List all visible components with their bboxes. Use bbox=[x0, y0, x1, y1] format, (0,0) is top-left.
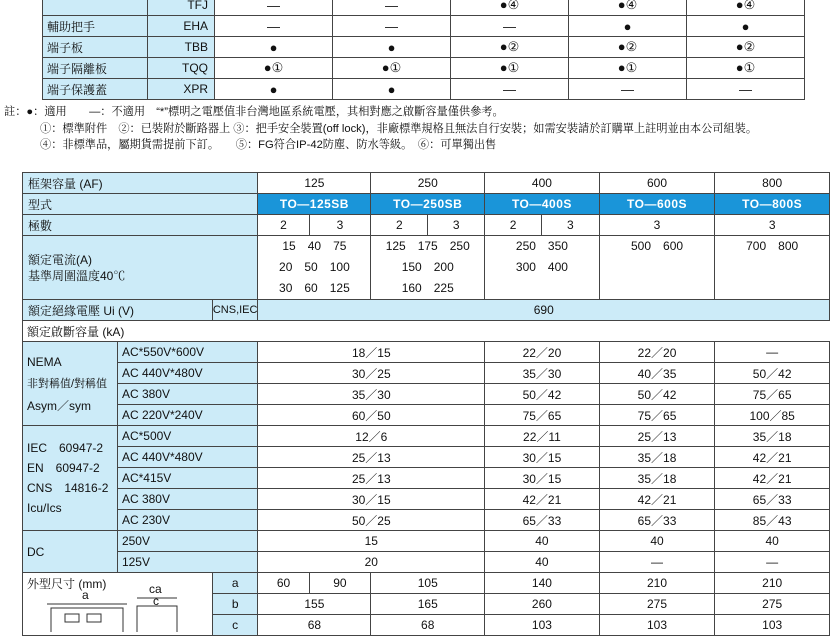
iec-value-800: 42／21 bbox=[715, 468, 830, 489]
accessory-value: — bbox=[333, 0, 451, 16]
nema-value-125-250: 35／30 bbox=[258, 384, 485, 405]
nema-value-800: 100／85 bbox=[715, 405, 830, 426]
dc-value-800: 40 bbox=[715, 531, 830, 552]
iec-value-600: 35／18 bbox=[599, 447, 715, 468]
current-line: 20 50 100 bbox=[279, 260, 350, 274]
nema-row bbox=[23, 363, 830, 384]
accessory-value: ●① bbox=[333, 58, 451, 79]
iec-row bbox=[23, 447, 830, 468]
iec-standard-label: Icu/Ics bbox=[27, 501, 62, 515]
accessory-code: XPR bbox=[148, 79, 215, 100]
accessory-name: 輔助把手 bbox=[43, 16, 148, 37]
dimension-value: 103 bbox=[485, 615, 600, 636]
accessory-value: — bbox=[215, 16, 333, 37]
insulation-std: CNS,IEC bbox=[212, 300, 258, 321]
dc-value-600: — bbox=[599, 552, 715, 573]
sketch-label-ca: ca bbox=[149, 582, 162, 596]
nema-value-125-250: 30／25 bbox=[258, 363, 485, 384]
current-line: 125 175 250 bbox=[385, 239, 470, 253]
dc-value-800: — bbox=[715, 552, 830, 573]
dimension-value: 275 bbox=[599, 594, 715, 615]
nema-row bbox=[23, 405, 830, 426]
accessory-value: ● bbox=[215, 37, 333, 58]
voltage-label: AC 440V*480V bbox=[117, 363, 258, 384]
iec-value-600: 42／21 bbox=[599, 489, 715, 510]
dimension-key: b bbox=[212, 594, 258, 615]
accessory-table bbox=[22, 0, 805, 100]
nema-value-600: 40／35 bbox=[599, 363, 715, 384]
model-label: 型式 bbox=[23, 194, 258, 215]
iec-value-400: 22／11 bbox=[485, 426, 600, 447]
iec-standard-label: CNS 14816-2 bbox=[27, 481, 109, 495]
frame-800: 800 bbox=[715, 173, 830, 194]
current-line: 150 200 bbox=[401, 260, 454, 274]
accessory-value: ●① bbox=[215, 58, 333, 79]
accessory-side-cell bbox=[22, 16, 43, 37]
poles-cell: 2 bbox=[485, 215, 542, 236]
nema-value-400: 75／65 bbox=[485, 405, 600, 426]
dimension-label-cell bbox=[23, 573, 213, 636]
dc-row bbox=[23, 531, 830, 552]
accessory-row bbox=[22, 16, 805, 37]
current-800: 700 800 bbox=[715, 236, 830, 300]
model-400s: TO—400S bbox=[485, 194, 600, 215]
frame-label: 框架容量 (AF) bbox=[23, 173, 258, 194]
accessory-value: ●① bbox=[687, 58, 805, 79]
iec-label-cell bbox=[23, 426, 118, 531]
voltage-label: 250V bbox=[117, 531, 258, 552]
accessory-side-cell bbox=[22, 37, 43, 58]
iec-value-400: 65／33 bbox=[485, 510, 600, 531]
dimension-key: c bbox=[212, 615, 258, 636]
frame-400: 400 bbox=[485, 173, 600, 194]
accessory-value: ● bbox=[333, 37, 451, 58]
breaker-outline-icon bbox=[27, 592, 207, 632]
accessory-value: ●② bbox=[569, 37, 687, 58]
iec-row bbox=[23, 468, 830, 489]
voltage-label: AC 230V bbox=[117, 510, 258, 531]
accessory-value: — bbox=[215, 0, 333, 16]
nema-value-400: 22／20 bbox=[485, 342, 600, 363]
iec-value-400: 30／15 bbox=[485, 447, 600, 468]
poles-cell: 2 bbox=[258, 215, 309, 236]
accessory-value: ● bbox=[687, 16, 805, 37]
dimension-value: 210 bbox=[715, 573, 830, 594]
breaking-header-row bbox=[23, 321, 830, 342]
dimension-key: a bbox=[212, 573, 258, 594]
accessory-value: ●④ bbox=[687, 0, 805, 16]
voltage-label: 125V bbox=[117, 552, 258, 573]
iec-value-800: 35／18 bbox=[715, 426, 830, 447]
accessory-name: 端子板 bbox=[43, 37, 148, 58]
accessory-value: — bbox=[451, 79, 569, 100]
dc-value-400: 40 bbox=[485, 531, 600, 552]
note-line-3: ④：非標準品，屬期貨需提前下訂。 ⑤：FG符合IP-42防塵、防水等級。 ⑥：可單獨出售 bbox=[40, 139, 497, 151]
accessory-value: — bbox=[333, 16, 451, 37]
accessory-value: ●② bbox=[451, 37, 569, 58]
poles-row bbox=[23, 215, 830, 236]
accessory-side-cell bbox=[22, 79, 43, 100]
iec-value-600: 65／33 bbox=[599, 510, 715, 531]
iec-value-125-250: 30／15 bbox=[258, 489, 485, 510]
accessory-code: EHA bbox=[148, 16, 215, 37]
dimension-value: 275 bbox=[715, 594, 830, 615]
accessory-code: TFJ bbox=[148, 0, 215, 16]
accessory-side-cell bbox=[22, 58, 43, 79]
poles-cell: 2 bbox=[371, 215, 428, 236]
voltage-label: AC*500V bbox=[117, 426, 258, 447]
dimension-value: 90 bbox=[309, 573, 371, 594]
frame-600: 600 bbox=[599, 173, 715, 194]
dc-value-125-250: 20 bbox=[258, 552, 485, 573]
dimension-value: 155 bbox=[258, 594, 371, 615]
nema-value-800: 75／65 bbox=[715, 384, 830, 405]
poles-cell: 3 bbox=[599, 215, 715, 236]
frame-row bbox=[23, 173, 830, 194]
current-label bbox=[23, 236, 258, 300]
accessory-row bbox=[22, 79, 805, 100]
dimension-value: 68 bbox=[258, 615, 371, 636]
dimension-value: 140 bbox=[485, 573, 600, 594]
current-row bbox=[23, 236, 830, 300]
nema-value-125-250: 60／50 bbox=[258, 405, 485, 426]
accessory-value: ● bbox=[333, 79, 451, 100]
voltage-label: AC 380V bbox=[117, 489, 258, 510]
iec-row bbox=[23, 426, 830, 447]
dc-value-600: 40 bbox=[599, 531, 715, 552]
current-line: 15 40 75 bbox=[282, 239, 347, 253]
nema-row bbox=[23, 342, 830, 363]
accessory-value: ● bbox=[569, 16, 687, 37]
iec-value-125-250: 25／13 bbox=[258, 468, 485, 489]
current-250 bbox=[371, 236, 485, 300]
dimension-value: 165 bbox=[371, 594, 485, 615]
accessory-value: — bbox=[687, 79, 805, 100]
poles-cell: 3 bbox=[715, 215, 830, 236]
dimension-value: 210 bbox=[599, 573, 715, 594]
poles-label: 極數 bbox=[23, 215, 258, 236]
nema-value-400: 50／42 bbox=[485, 384, 600, 405]
nema-value-600: 50／42 bbox=[599, 384, 715, 405]
dimension-value: 103 bbox=[715, 615, 830, 636]
dimension-value: 103 bbox=[599, 615, 715, 636]
accessory-value: ●① bbox=[451, 58, 569, 79]
iec-value-125-250: 50／25 bbox=[258, 510, 485, 531]
model-600s: TO—600S bbox=[599, 194, 715, 215]
accessory-code: TQQ bbox=[148, 58, 215, 79]
spec-table bbox=[22, 172, 830, 636]
current-400 bbox=[485, 236, 600, 300]
note-line-1: 註：●：適用 —：不適用 “*”標明之電壓值非台灣地區系統電壓，其相對應之啟斷容量僅供參考。 bbox=[4, 106, 504, 118]
sketch-label-a: a bbox=[82, 588, 89, 602]
model-row bbox=[23, 194, 830, 215]
nema-row bbox=[23, 384, 830, 405]
current-label-2: 基準周圍溫度40℃ bbox=[28, 268, 126, 283]
dc-value-400: 40 bbox=[485, 552, 600, 573]
accessory-name: 端子隔離板 bbox=[43, 58, 148, 79]
accessory-row bbox=[22, 0, 805, 16]
poles-cell: 3 bbox=[541, 215, 599, 236]
accessory-value: — bbox=[569, 79, 687, 100]
accessory-name bbox=[43, 0, 148, 16]
accessory-value: — bbox=[451, 16, 569, 37]
iec-value-400: 42／21 bbox=[485, 489, 600, 510]
breaking-label: 額定啟斷容量 (kA) bbox=[23, 321, 830, 342]
accessory-value: ●① bbox=[569, 58, 687, 79]
current-line: 160 225 bbox=[401, 281, 454, 295]
accessory-value: ● bbox=[215, 79, 333, 100]
iec-value-400: 30／15 bbox=[485, 468, 600, 489]
iec-value-125-250: 25／13 bbox=[258, 447, 485, 468]
iec-standard-label: IEC 60947-2 bbox=[27, 441, 104, 455]
dimension-value: 68 bbox=[371, 615, 485, 636]
accessory-row bbox=[22, 37, 805, 58]
iec-value-600: 25／13 bbox=[599, 426, 715, 447]
voltage-label: AC*415V bbox=[117, 468, 258, 489]
nema-label-cell bbox=[23, 342, 118, 426]
accessory-value: ●④ bbox=[451, 0, 569, 16]
poles-cell: 3 bbox=[309, 215, 371, 236]
dimension-value: 60 bbox=[258, 573, 309, 594]
nema-value-125-250: 18／15 bbox=[258, 342, 485, 363]
voltage-label: AC 220V*240V bbox=[117, 405, 258, 426]
model-800s: TO—800S bbox=[715, 194, 830, 215]
current-line: 30 60 125 bbox=[279, 281, 350, 295]
nema-value-400: 35／30 bbox=[485, 363, 600, 384]
current-125 bbox=[258, 236, 371, 300]
insulation-label: 額定絕緣電壓 Ui (V) bbox=[23, 300, 213, 321]
iec-value-800: 42／21 bbox=[715, 447, 830, 468]
dc-row bbox=[23, 552, 830, 573]
accessory-value: ●④ bbox=[569, 0, 687, 16]
insulation-value: 690 bbox=[258, 300, 830, 321]
iec-value-800: 85／43 bbox=[715, 510, 830, 531]
current-line: 250 350 bbox=[515, 239, 568, 253]
iec-row bbox=[23, 489, 830, 510]
voltage-label: AC*550V*600V bbox=[117, 342, 258, 363]
model-250sb: TO—250SB bbox=[371, 194, 485, 215]
iec-row bbox=[23, 510, 830, 531]
nema-value-600: 22／20 bbox=[599, 342, 715, 363]
asym-label-1: 非對稱值/對稱值 bbox=[27, 377, 108, 390]
frame-250: 250 bbox=[371, 173, 485, 194]
frame-125: 125 bbox=[258, 173, 371, 194]
current-label-1: 額定電流(A) bbox=[28, 252, 92, 267]
current-600: 500 600 bbox=[599, 236, 715, 300]
accessory-name: 端子保護蓋 bbox=[43, 79, 148, 100]
iec-value-600: 35／18 bbox=[599, 468, 715, 489]
voltage-label: AC 380V bbox=[117, 384, 258, 405]
accessory-code: TBB bbox=[148, 37, 215, 58]
dimension-row bbox=[23, 573, 830, 594]
current-line: 300 400 bbox=[515, 260, 568, 274]
iec-standard-label: EN 60947-2 bbox=[27, 461, 100, 475]
note-line-2: ①：標準附件 ②：已裝附於斷路器上 ③：把手安全裝置(off lock)，非廠標準規格且無法自行安裝；如需安裝請於訂購單上註明並由本公司組裝。 bbox=[40, 123, 758, 135]
insulation-row bbox=[23, 300, 830, 321]
dimension-value: 260 bbox=[485, 594, 600, 615]
accessory-row bbox=[22, 58, 805, 79]
dimension-value: 105 bbox=[371, 573, 485, 594]
nema-value-600: 75／65 bbox=[599, 405, 715, 426]
dc-label: DC bbox=[23, 531, 118, 573]
accessory-side-cell bbox=[22, 0, 43, 16]
nema-value-800: — bbox=[715, 342, 830, 363]
nema-value-800: 50／42 bbox=[715, 363, 830, 384]
voltage-label: AC 440V*480V bbox=[117, 447, 258, 468]
iec-value-800: 65／33 bbox=[715, 489, 830, 510]
iec-value-125-250: 12／6 bbox=[258, 426, 485, 447]
dc-value-125-250: 15 bbox=[258, 531, 485, 552]
sketch-label-c: c bbox=[153, 594, 159, 608]
accessory-value: ●② bbox=[687, 37, 805, 58]
poles-cell: 3 bbox=[428, 215, 485, 236]
model-125sb: TO—125SB bbox=[258, 194, 371, 215]
nema-label: NEMA bbox=[27, 354, 62, 369]
dimension-label: 外型尺寸 (mm) bbox=[27, 577, 107, 591]
asym-label-2: Asym／sym bbox=[27, 398, 91, 413]
